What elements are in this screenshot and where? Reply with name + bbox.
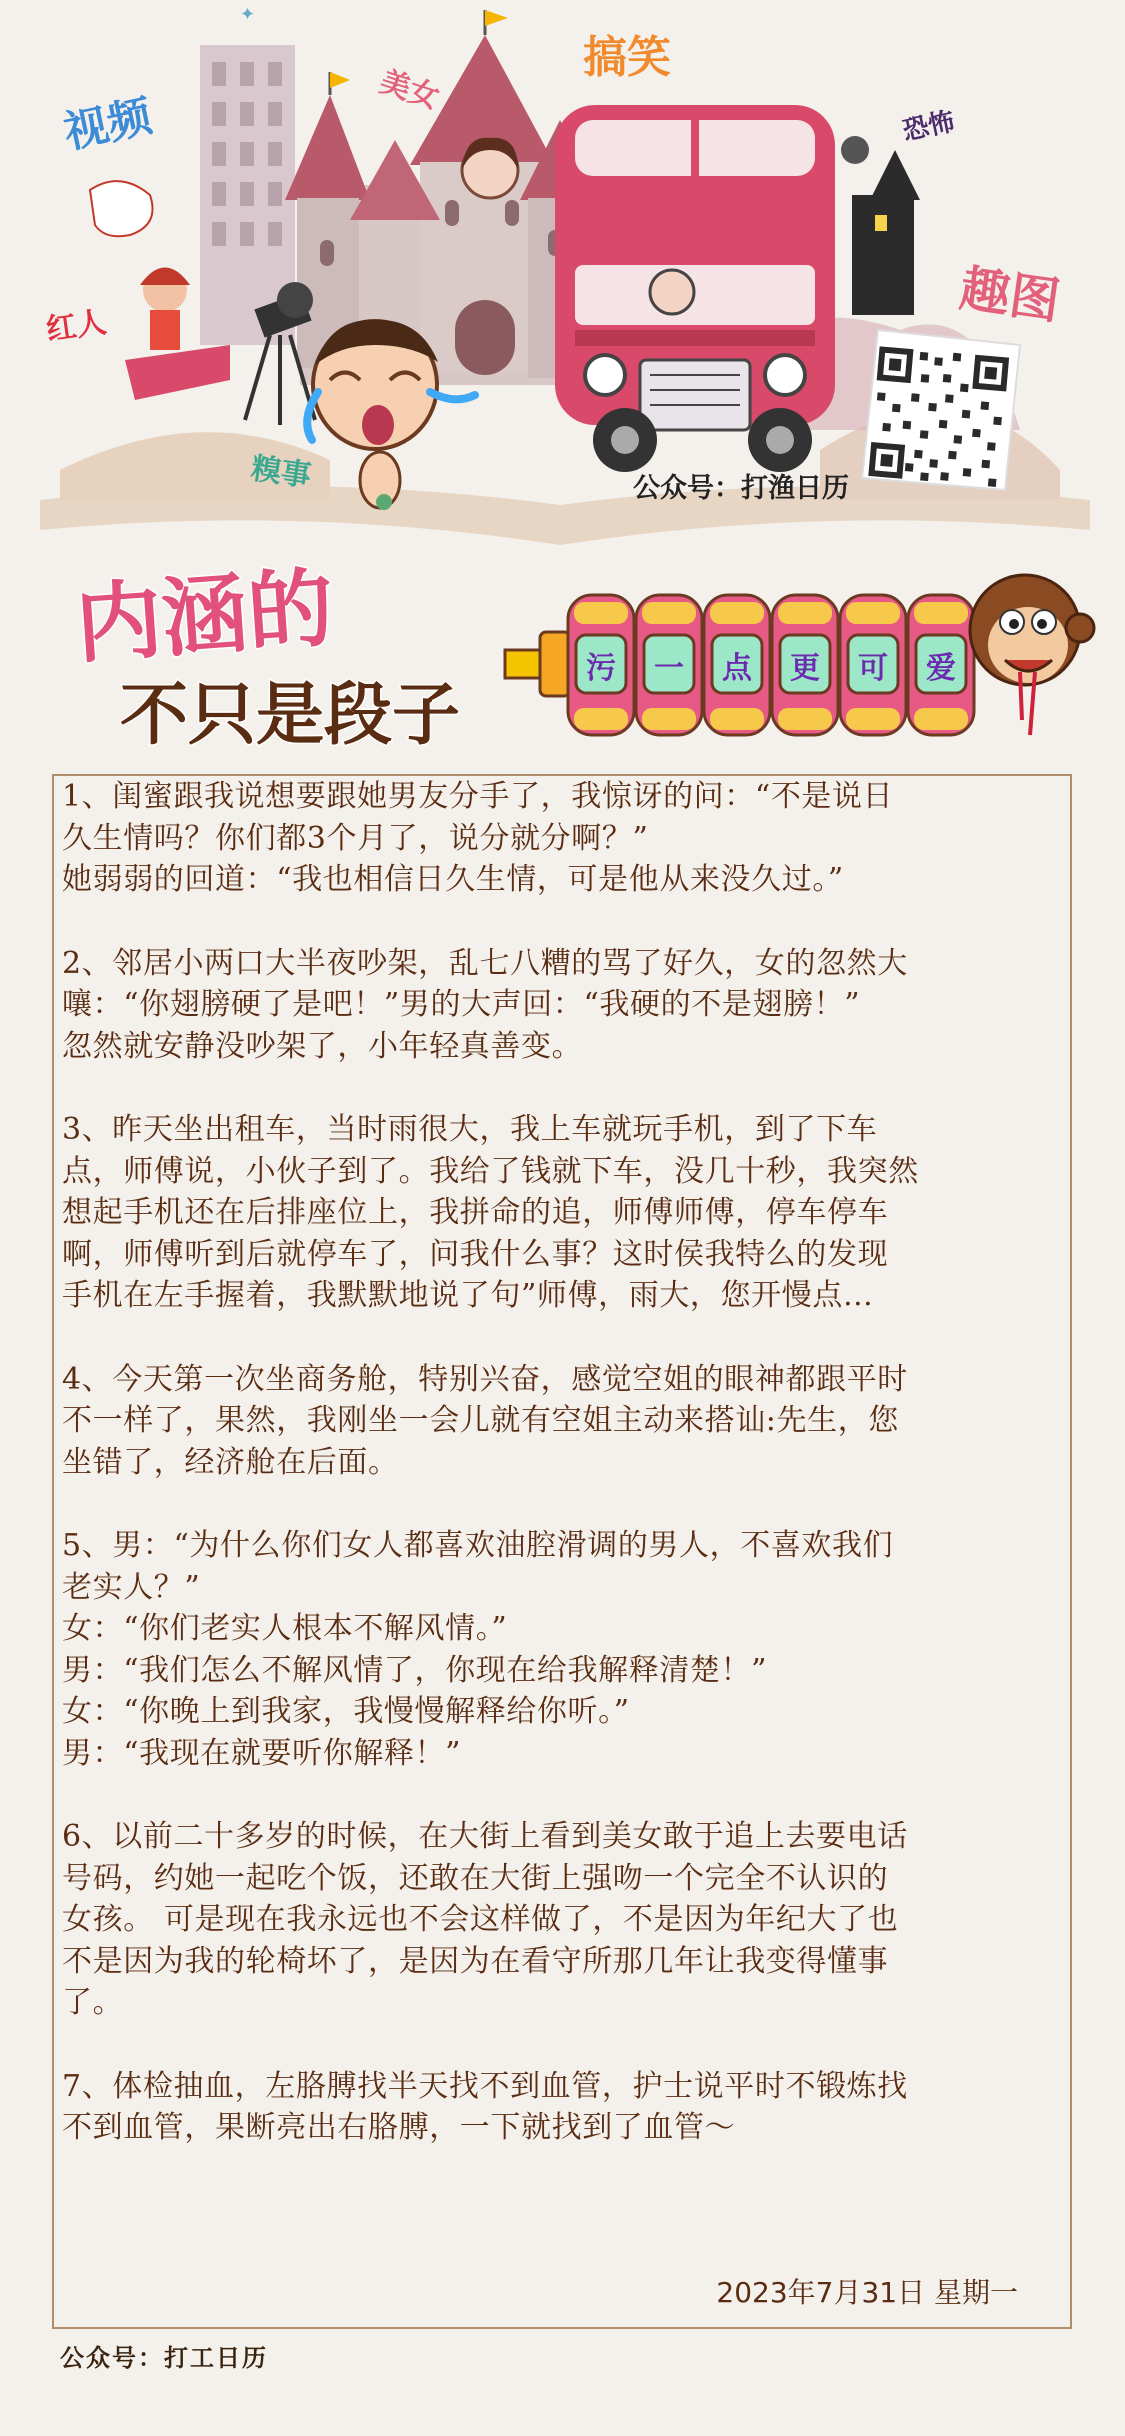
qr-code — [862, 330, 1020, 490]
joke-line: 她弱弱的回道：“我也相信日久生情，可是他从来没久过。” — [62, 862, 844, 897]
jokes-list — [62, 776, 1062, 2149]
joke-line: 啊，师傅听到后就停车了，问我什么事？这时侯我特么的发现 — [62, 1236, 889, 1272]
joke-line: 3、昨天坐出租车，当时雨很大，我上车就玩手机，到了下车 — [62, 1112, 878, 1147]
tag-horror: 恐怖 — [900, 106, 958, 147]
joke-line: 1、闺蜜跟我说想要跟她男友分手了，我惊讶的问：“不是说日 — [62, 779, 894, 814]
title-row — [0, 560, 1125, 760]
joke-4 — [62, 1359, 1062, 1484]
capsule-1-label: 污 — [586, 651, 616, 686]
joke-line: 久生情吗？你们都3个月了，说分就分啊？” — [62, 820, 649, 856]
capsule-2-label: 一 — [654, 651, 684, 686]
joke-line: 想起手机还在后排座位上，我拼命的追，师傅师傅，停车停车 — [62, 1195, 889, 1230]
joke-line: 坐错了，经济舱在后面。 — [62, 1444, 399, 1480]
joke-line: 不一样了，果然，我刚坐一会儿就有空姐主动来搭讪:先生，您 — [62, 1403, 899, 1438]
tag-celebrity: 红人 — [44, 304, 109, 348]
tag-funny: 搞笑 — [583, 32, 671, 83]
joke-line: 不到血管，果断亮出右胳膊，一下就找到了血管～ — [62, 2110, 736, 2145]
tag-embarrassing: 糗事 — [248, 451, 314, 495]
joke-line: 2、邻居小两口大半夜吵架，乱七八糟的骂了好久，女的忽然大 — [62, 945, 908, 981]
joke-6 — [62, 1816, 1062, 2024]
banner-illustration — [0, 0, 1125, 560]
title-line-1: 内涵的 — [72, 560, 337, 676]
title-graphic — [0, 560, 1125, 760]
joke-1 — [62, 776, 1062, 901]
joke-line: 4、今天第一次坐商务舱，特别兴奋，感觉空姐的眼神都跟平时 — [62, 1361, 908, 1397]
joke-line: 男：“我现在就要听你解释！” — [62, 1735, 462, 1771]
joke-5 — [62, 1525, 1062, 1774]
tag-fun-pics: 趣图 — [956, 259, 1064, 331]
banner-account-label: 公众号：打渔日历 — [633, 473, 849, 504]
tag-video: 视频 — [59, 90, 157, 159]
joke-line: 嚷：“你翅膀硬了是吧！”男的大声回：“我硬的不是翅膀！” — [62, 987, 861, 1022]
joke-line: 了。 — [62, 1985, 124, 2020]
joke-line: 忽然就安静没吵架了，小年轻真善变。 — [62, 1028, 583, 1064]
joke-7 — [62, 2066, 1062, 2149]
joke-line: 6、以前二十多岁的时候，在大街上看到美女敢于追上去要电话 — [62, 1819, 908, 1854]
svg-text:✦: ✦ — [240, 4, 256, 25]
monkey-mascot — [970, 575, 1094, 735]
capsule-6-label: 爱 — [926, 651, 956, 686]
joke-line: 不是因为我的轮椅坏了，是因为在看守所那几年让我变得懂事 — [62, 1943, 889, 1979]
joke-line: 女：“你们老实人根本不解风情。” — [62, 1611, 508, 1646]
capsule-3-label: 点 — [722, 651, 752, 686]
jokes-panel — [52, 774, 1072, 2329]
joke-line: 老实人？” — [62, 1569, 201, 1605]
tag-beauty: 美女 — [375, 64, 444, 117]
joke-line: 手机在左手握着，我默默地说了句”师傅，雨大，您开慢点… — [62, 1278, 874, 1313]
date-label: 2023年7月31日 星期一 — [716, 2276, 1018, 2309]
joke-line: 7、体检抽血，左胳膊找半天找不到血管，护士说平时不锻炼找 — [62, 2068, 908, 2104]
joke-line: 5、男：“为什么你们女人都喜欢油腔滑调的男人，不喜欢我们 — [62, 1528, 894, 1563]
joke-3 — [62, 1109, 1062, 1317]
joke-line: 女孩。 可是现在我永远也不会这样做了，不是因为年纪大了也 — [62, 1902, 899, 1937]
capsule-bar — [568, 595, 974, 735]
joke-line: 点，师傅说，小伙子到了。我给了钱就下车，没几十秒，我突然 — [62, 1153, 919, 1189]
header-banner — [0, 0, 1125, 560]
capsule-5-label: 可 — [858, 651, 888, 686]
joke-line: 号码，约她一起吃个饭，还敢在大街上强吻一个完全不认识的 — [62, 1860, 889, 1896]
joke-line: 男：“我们怎么不解风情了，你现在给我解释清楚！” — [62, 1652, 768, 1688]
joke-2 — [62, 943, 1062, 1068]
capsule-4-label: 更 — [790, 651, 820, 686]
title-line-2: 不只是段子 — [120, 676, 461, 755]
footer-account-label: 公众号：打工日历 — [60, 2343, 268, 2372]
joke-line: 女：“你晚上到我家，我慢慢解释给你听。” — [62, 1694, 630, 1729]
